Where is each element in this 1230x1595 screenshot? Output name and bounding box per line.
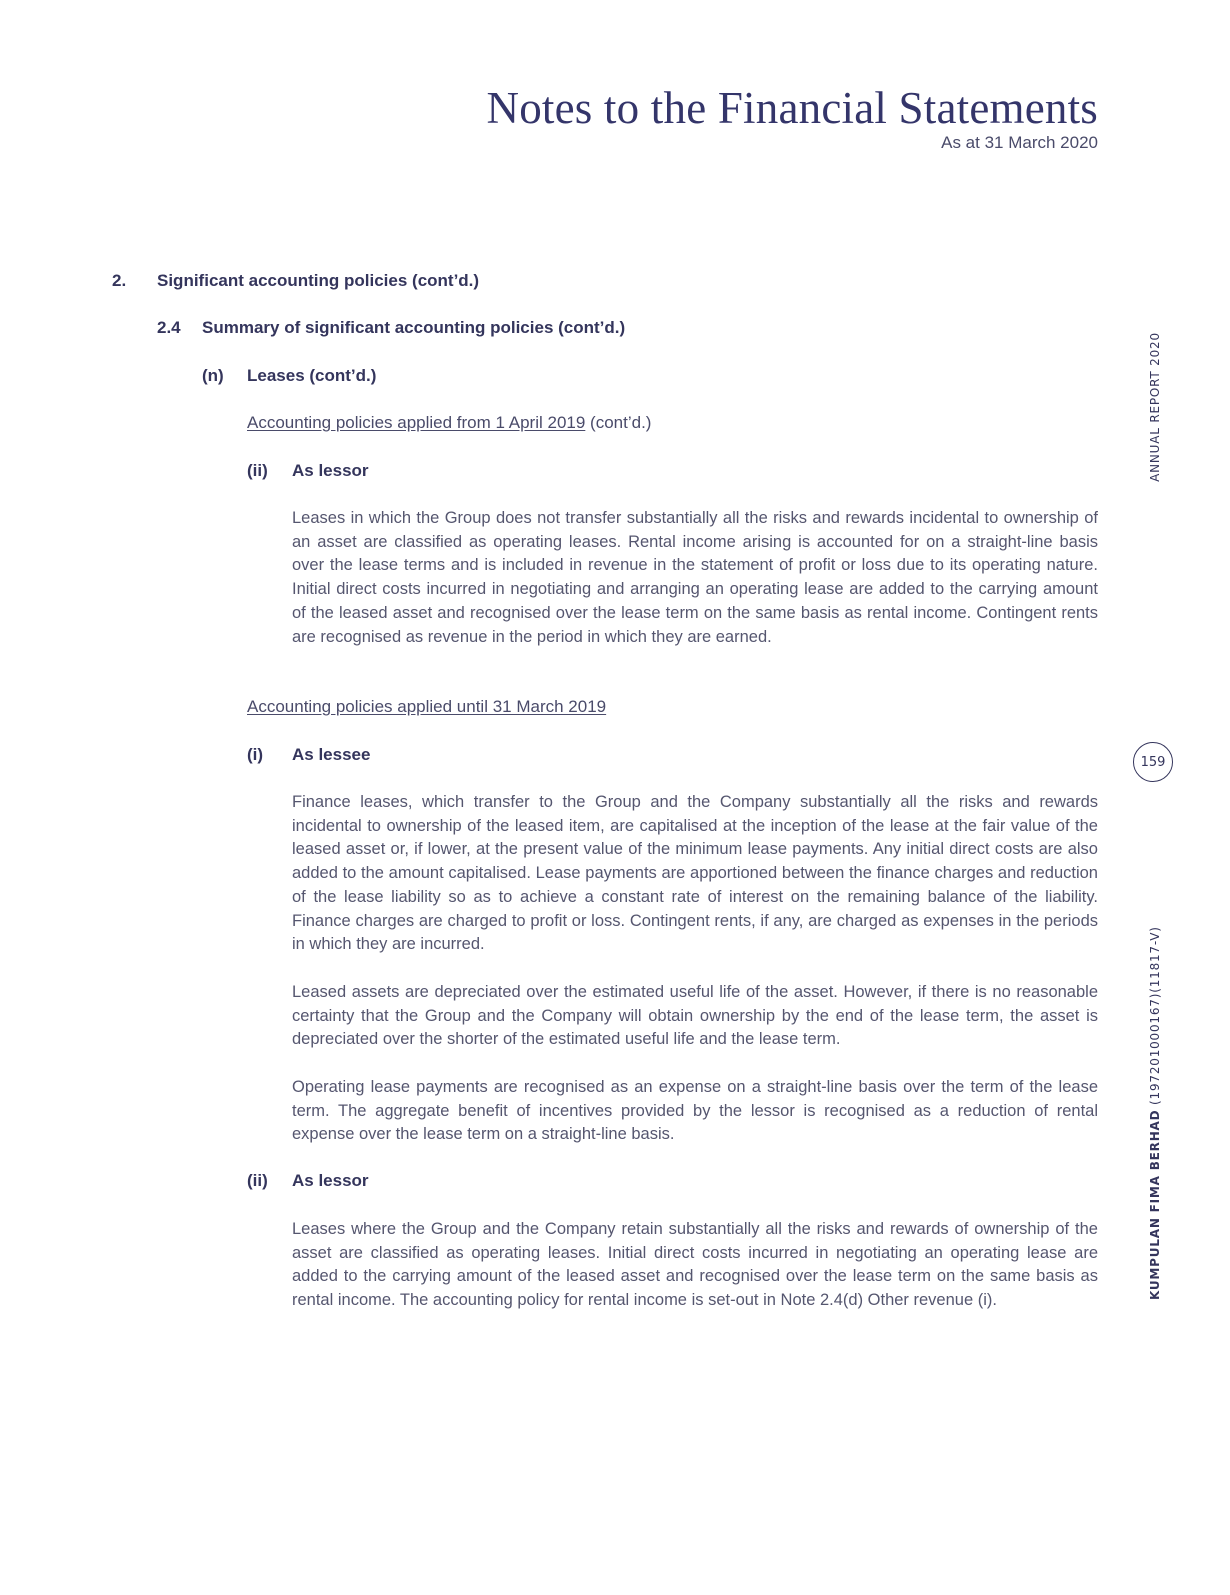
policy-from-suffix: (cont’d.) — [585, 413, 652, 432]
lessor-until-paragraph: Leases where the Group and the Company retain substantially all the risks and rewards of ownership of the asset are classified as operating leases. Initial direct costs incurred in negotiating an operating lease are added to the carrying amount of the leased asset and recognised over the lease term on the same basis as rental income. The accounting policy for rental income is set-out in Note 2.4(d) Other revenue (i). — [292, 1220, 1098, 1310]
subsection-number: 2.4 — [157, 318, 181, 337]
page-subtitle: As at 31 March 2020 — [941, 133, 1098, 152]
section-number: 2. — [112, 271, 127, 290]
lessee-paragraph-2: Leased assets are depreciated over the estimated useful life of the asset. However, if there is no reasonable certainty that the Group and the Company will obtain ownership by the end of the lease term, the asset is depreciated over the shorter of the estimated useful life and the lease term. — [292, 983, 1098, 1049]
lessor-from-number: (ii) — [247, 461, 268, 480]
lessor-until-number: (ii) — [247, 1171, 268, 1190]
lessee-paragraph-3: Operating lease payments are recognised as an expense on a straight-line basis over the term of the lease term. The aggregate benefit of incentives provided by the lessor is recognised as a reduction of rental expense over the lease term on a straight-line basis. — [292, 1078, 1098, 1144]
policy-from-label: Accounting policies applied from 1 April 2019 — [247, 413, 586, 432]
company-label — [1147, 926, 1163, 1300]
company-name: KUMPULAN FIMA BERHAD — [1148, 1109, 1162, 1300]
item-title: Leases (cont’d.) — [247, 366, 377, 385]
annual-report-label: ANNUAL REPORT 2020 — [1148, 332, 1162, 482]
policy-until-label: Accounting policies applied until 31 March 2019 — [247, 697, 607, 716]
subsection-title: Summary of significant accounting policies (cont’d.) — [202, 318, 626, 337]
lessor-from-title: As lessor — [292, 461, 369, 480]
lessee-until-title: As lessee — [292, 745, 371, 764]
policy-from-heading — [247, 413, 651, 433]
item-number: (n) — [202, 366, 224, 385]
page-title: Notes to the Financial Statements — [486, 83, 1098, 133]
section-title: Significant accounting policies (cont’d.) — [157, 271, 480, 290]
lessee-paragraph-1: Finance leases, which transfer to the Group and the Company substantially all the risks and rewards incidental to ownership of the leased item, are capitalised at the inception of the lease at the fair value of the leased asset or, if lower, at the present value of the minimum lease payments. Any initial direct costs are also added to the amount capitalised. Lease payments are apportioned between the finance charges and reduction of the lease liability so as to achieve a constant rate of interest on the remaining balance of the liability. Finance charges are charged to profit or loss. Contingent rents, if any, are charged as expenses in the periods in which they are incurred. — [292, 793, 1098, 954]
company-reg: (197201000167)(11817-V) — [1148, 926, 1162, 1110]
page-number: 159 — [1133, 742, 1173, 782]
lessee-until-number: (i) — [247, 745, 264, 764]
lessor-from-paragraph: Leases in which the Group does not transfer substantially all the risks and rewards incidental to ownership of an asset are classified as operating leases. Rental income arising is accounted for on a straight-line basis over the lease terms and is included in revenue in the statement of profit or loss due to its operating nature. Initial direct costs incurred in negotiating and arranging an operating lease are added to the carrying amount of the leased asset and recognised over the lease term on the same basis as rental income. Contingent rents are recognised as revenue in the period in which they are earned. — [292, 509, 1098, 646]
lessor-until-title: As lessor — [292, 1171, 369, 1190]
